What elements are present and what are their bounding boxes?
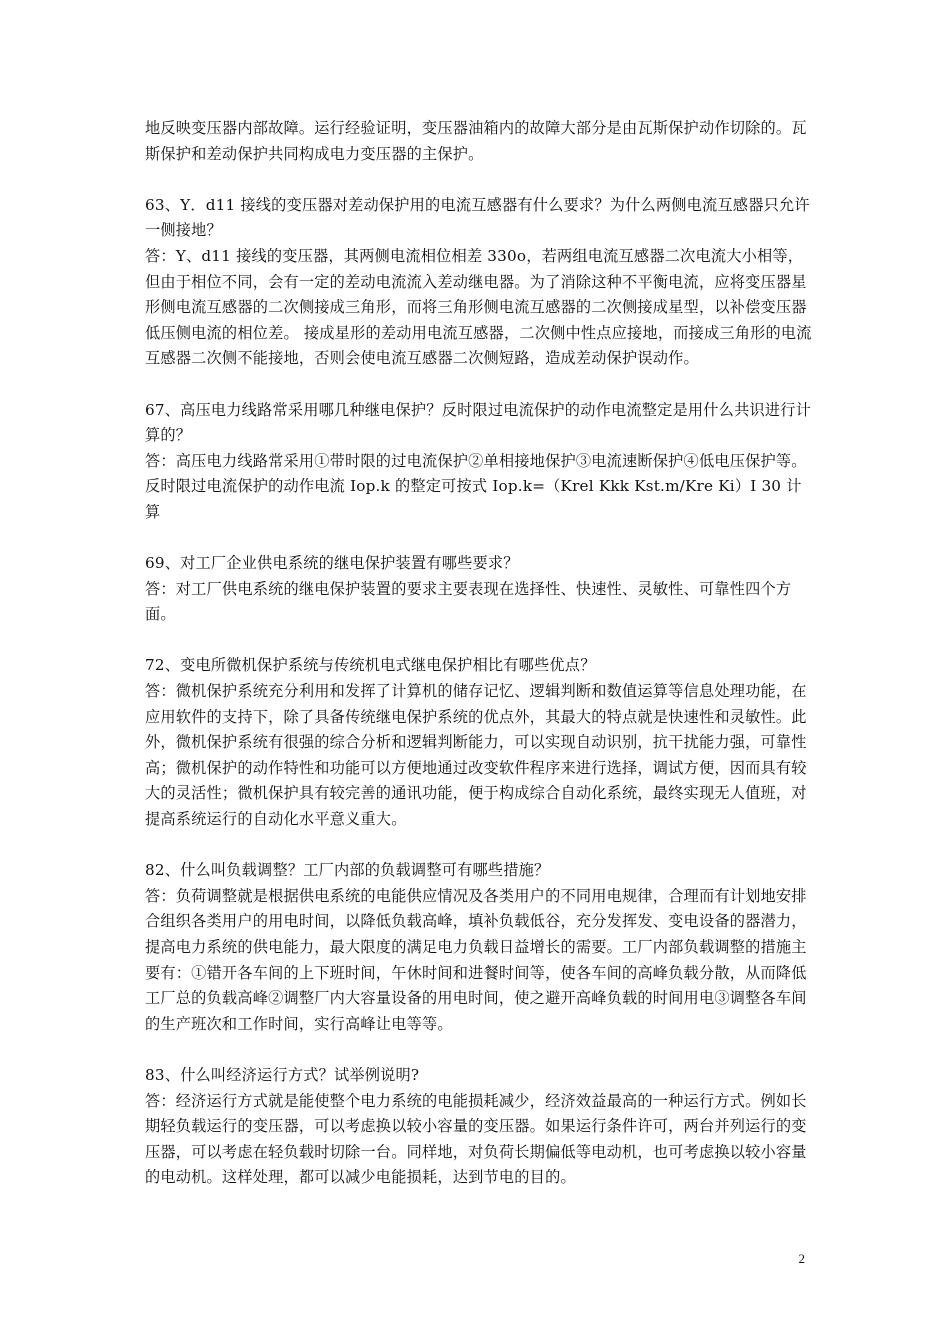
question-69: 69、对工厂企业供电系统的继电保护装置有哪些要求？	[145, 554, 519, 573]
answer-83: 答：经济运行方式就是能使整个电力系统的电能损耗减少，经济效益最高的一种运行方式。例如长期轻负载运行的变压器，可以考虑换以较小容量的变压器。如果运行条件许可，两台并列运行的变压器，可以考虑在轻负载时切除一台。同样地，对负荷长期偏低等电动机，也可考虑换以较小容量的电动机。这样处理，都可以减少电能损耗，达到节电的目的。	[145, 1091, 807, 1187]
qa-item-72	[145, 653, 813, 832]
answer-72: 答：微机保护系统充分利用和发挥了计算机的储存记忆、逻辑判断和数值运算等信息处理功能，在应用软件的支持下，除了具备传统继电保护系统的优点外，其最大的特点就是快速性和灵敏性。此外，微机保护系统有很强的综合分析和逻辑判断能力，可以实现自动识别，抗干扰能力强，可靠性高；微机保护的动作特性和功能可以方便地通过改变软件程序来进行选择，调试方便，因而具有较大的灵活性；微机保护具有较完善的通讯功能，便于构成综合自动化系统，最终实现无人值班，对提高系统运行的自动化水平意义重大。	[145, 682, 807, 829]
question-63: 63、Y．d11 接线的变压器对差动保护用的电流互感器有什么要求？为什么两侧电流互感器只允许一侧接地？	[145, 195, 810, 240]
document-body	[145, 116, 813, 1191]
qa-item-67	[145, 398, 813, 526]
qa-item-83	[145, 1063, 813, 1191]
answer-69: 答：对工厂供电系统的继电保护装置的要求主要表现在选择性、快速性、灵敏性、可靠性四个方面。	[145, 579, 792, 624]
answer-63: 答：Y、d11 接线的变压器，其两侧电流相位相差 330o，若两组电流互感器二次电流大小相等，但由于相位不同，会有一定的差动电流流入差动继电器。为了消除这种不平衡电流，应将变压器星形侧电流互感器的二次侧接成三角形，而将三角形侧电流互感器的二次侧接成星型，以补偿变压器低压侧电流的相位差。 接成星形的差动用电流互感器，二次侧中性点应接地，而接成三角形的电流互感器二次侧不能接地，否则会使电流互感器二次侧短路，造成差动保护误动作。	[145, 246, 812, 368]
page-number: 2	[798, 1251, 805, 1266]
answer-82: 答：负荷调整就是根据供电系统的电能供应情况及各类用户的不同用电规律，合理而有计划地安排合组织各类用户的用电时间，以降低负载高峰，填补负载低谷，充分发挥发、变电设备的器潜力，提高电力系统的供电能力，最大限度的满足电力负载日益增长的需要。工厂内部负载调整的措施主要有：①错开各车间的上下班时间，午休时间和进餐时间等，使各车间的高峰负载分散，从而降低工厂总的负载高峰②调整厂内大容量设备的用电时间，使之避开高峰负载的时间用电③调整各车间的生产班次和工作时间，实行高峰让电等等。	[145, 886, 807, 1033]
question-83: 83、什么叫经济运行方式？试举例说明?	[145, 1065, 420, 1084]
intro-paragraph: 地反映变压器内部故障。运行经验证明，变压器油箱内的故障大部分是由瓦斯保护动作切除的。瓦斯保护和差动保护共同构成电力变压器的主保护。	[145, 119, 807, 163]
answer-67: 答：高压电力线路常采用①带时限的过电流保护②单相接地保护③电流速断保护④低电压保护等。反时限过电流保护的动作电流 Iop.k 的整定可按式 Iop.k=（Krel Kkk Kst.m/Kre Ki）I 30 计算	[145, 451, 807, 521]
question-67: 67、高压电力线路常采用哪几种继电保护？反时限过电流保护的动作电流整定是用什么共识进行计算的？	[145, 400, 812, 445]
question-72: 72、变电所微机保护系统与传统机电式继电保护相比有哪些优点？	[145, 656, 596, 675]
qa-item-69	[145, 551, 813, 628]
qa-item-82	[145, 858, 813, 1037]
qa-item-63	[145, 193, 813, 372]
question-82: 82、什么叫负载调整？工厂内部的负载调整可有哪些措施？	[145, 861, 550, 880]
